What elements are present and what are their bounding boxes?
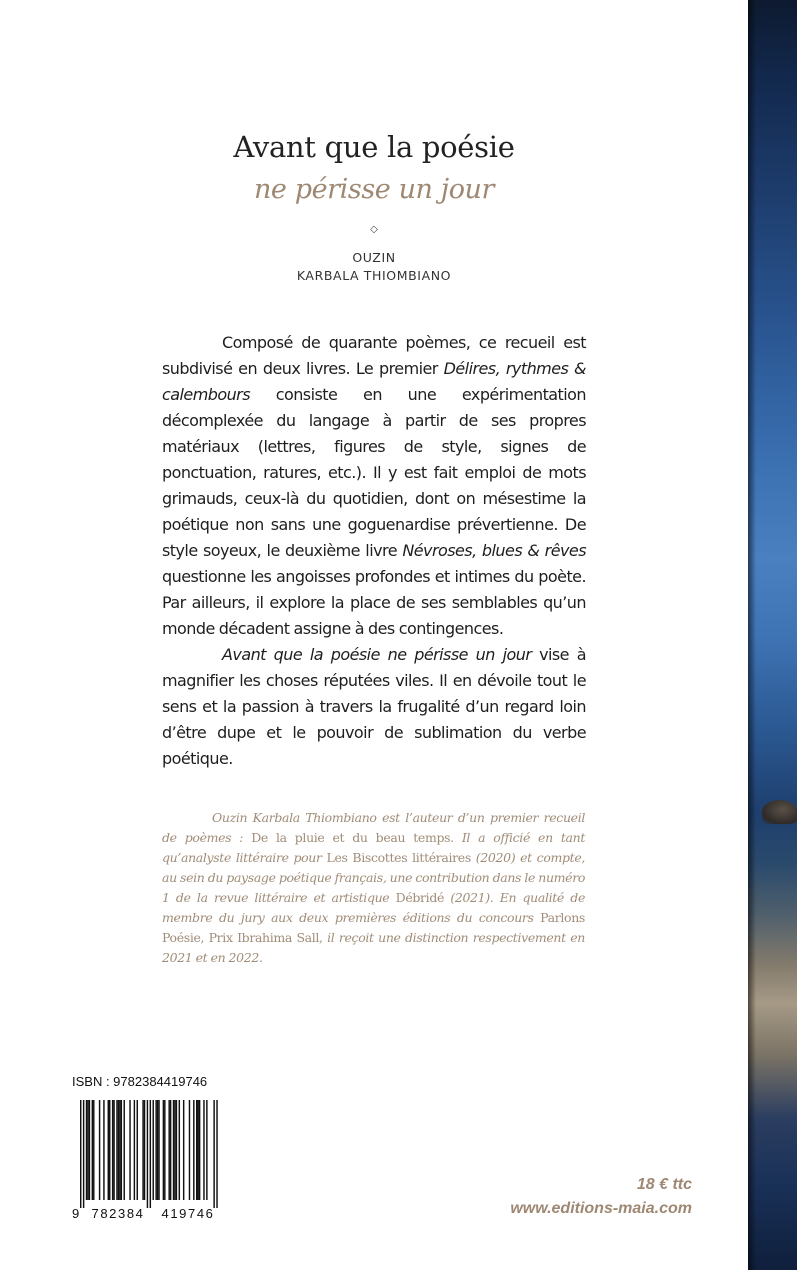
blurb-text: vise à magnifier les choses réputées viles. Il en dévoile tout le sens et la passion à travers la frugalité d’un regard loin d’être dupe et le pouvoir de sublimation du verbe poétique.: [162, 645, 586, 768]
isbn-barcode: [70, 1096, 226, 1222]
barcode-bar: [142, 1100, 143, 1200]
barcode-bar: [197, 1100, 198, 1200]
barcode-bar: [147, 1100, 148, 1208]
barcode-bar: [109, 1100, 110, 1200]
barcode-digits-left: 782384: [91, 1206, 145, 1221]
barcode-bar: [173, 1100, 174, 1200]
barcode-bar: [213, 1100, 214, 1208]
barcode-bar: [193, 1100, 194, 1200]
author-first-name: OUZIN: [352, 250, 396, 265]
bio-text: (2021). En qualité de membre du jury aux deux premières éditions du concours: [162, 890, 585, 925]
barcode-bar: [179, 1100, 180, 1200]
barcode-bar: [93, 1100, 94, 1200]
barcode-bar: [108, 1100, 109, 1200]
bio-text: il reçoit une distinction respectivement en 2021 et en 2022.: [162, 930, 585, 965]
price-label: 18 € ttc: [636, 1176, 692, 1193]
barcode-bar: [119, 1100, 120, 1200]
barcode-bar: [99, 1100, 100, 1200]
barcode-bars: [80, 1100, 218, 1208]
barcode-bar: [155, 1100, 156, 1200]
barcode-bar: [176, 1100, 177, 1200]
barcode-bar: [163, 1100, 164, 1200]
blurb-text: consiste en une expérimentation décomplexée du langage à partir de ses propres matériaux (lettres, figures de style, signes de ponctuation, ratures, etc.). Il y est fait emploi de mots grimauds, ceux-là du quotidien, dont on mésestime la poétique non sans une goguenardise prévertienne. De style soyeux, le deuxième livre: [162, 385, 586, 560]
barcode-bar: [86, 1100, 87, 1200]
barcode-bar: [203, 1100, 204, 1200]
barcode-bar: [150, 1100, 151, 1208]
barcode-bar: [87, 1100, 88, 1200]
blurb-paragraph-1: [162, 330, 586, 642]
barcode-bar: [113, 1100, 114, 1200]
bio-paragraph: [162, 808, 585, 968]
barcode-bar: [80, 1100, 81, 1208]
blurb-paragraph-2: [162, 642, 586, 772]
bio-first-book-title: De la pluie et du beau temps.: [251, 830, 454, 845]
bio-text: Il a officié en tant qu’analyste littéraire pour: [162, 830, 585, 865]
bio-contest-name: Parlons Poésie, Prix Ibrahima Sall,: [162, 910, 585, 945]
barcode-bar: [164, 1100, 165, 1200]
bio-text: Ouzin Karbala Thiombiano est l’auteur d’un premier recueil de poèmes :: [162, 810, 585, 845]
bio-review-name: Débridé: [395, 890, 445, 905]
barcode-bar: [83, 1100, 84, 1208]
barcode-bar: [157, 1100, 158, 1200]
blurb-collection-title: Avant que la poésie ne périsse un jour: [222, 645, 532, 664]
barcode-bar: [92, 1100, 93, 1200]
barcode-bar: [196, 1100, 197, 1200]
barcode-bar: [168, 1100, 169, 1200]
spine-rock-detail: [762, 800, 797, 824]
barcode-bar: [124, 1100, 125, 1200]
barcode-bar: [116, 1100, 117, 1200]
barcode-bar: [129, 1100, 130, 1200]
barcode-bar: [174, 1100, 175, 1200]
blurb-text: questionne les angoisses profondes et intimes du poète. Par ailleurs, il explore la place de ses semblables qu’un monde décadent assigne à des contingences.: [162, 567, 586, 638]
author-last-name: KARBALA THIOMBIANO: [296, 268, 452, 283]
barcode-bar: [189, 1100, 190, 1200]
book-spine-photo: [748, 0, 797, 1270]
barcode-bar: [199, 1100, 200, 1200]
bio-text: (2020) et compte, au sein du paysage poétique français, une contribution dans le numéro 1 de la revue littéraire et artistique: [162, 850, 586, 905]
back-cover-blurb: [162, 330, 586, 772]
barcode-digits-right: 419746: [161, 1206, 215, 1221]
barcode-bar: [158, 1100, 159, 1200]
blurb-book-two-title: Névroses, blues & rêves: [402, 541, 586, 560]
barcode-bar: [153, 1100, 154, 1200]
book-subtitle: ne périsse un jour: [253, 174, 495, 205]
book-title: Avant que la poésie: [233, 130, 515, 164]
barcode-bar: [137, 1100, 138, 1200]
barcode-bar: [183, 1100, 184, 1200]
barcode-bar: [112, 1100, 113, 1200]
barcode-bar: [216, 1100, 217, 1208]
barcode-digit-first: 9: [72, 1206, 80, 1221]
barcode-bar: [118, 1100, 119, 1200]
barcode-bar: [103, 1100, 104, 1200]
publisher-website: www.editions-maia.com: [510, 1200, 692, 1217]
author-biography: [162, 808, 585, 968]
diamond-ornament-icon: ◇: [370, 224, 378, 235]
blurb-book-one-title: Délires, rythmes & calembours: [162, 359, 586, 404]
isbn-label: ISBN : 9782384419746: [72, 1074, 208, 1089]
bio-publication-name: Les Biscottes littéraires: [326, 850, 471, 865]
barcode-bar: [121, 1100, 122, 1200]
blurb-text: Composé de quarante poèmes, ce recueil est subdivisé en deux livres. Le premier: [162, 333, 586, 378]
barcode-bar: [170, 1100, 171, 1200]
barcode-bar: [134, 1100, 135, 1200]
barcode-bar: [144, 1100, 145, 1200]
barcode-bar: [89, 1100, 90, 1200]
barcode-bar: [206, 1100, 207, 1200]
